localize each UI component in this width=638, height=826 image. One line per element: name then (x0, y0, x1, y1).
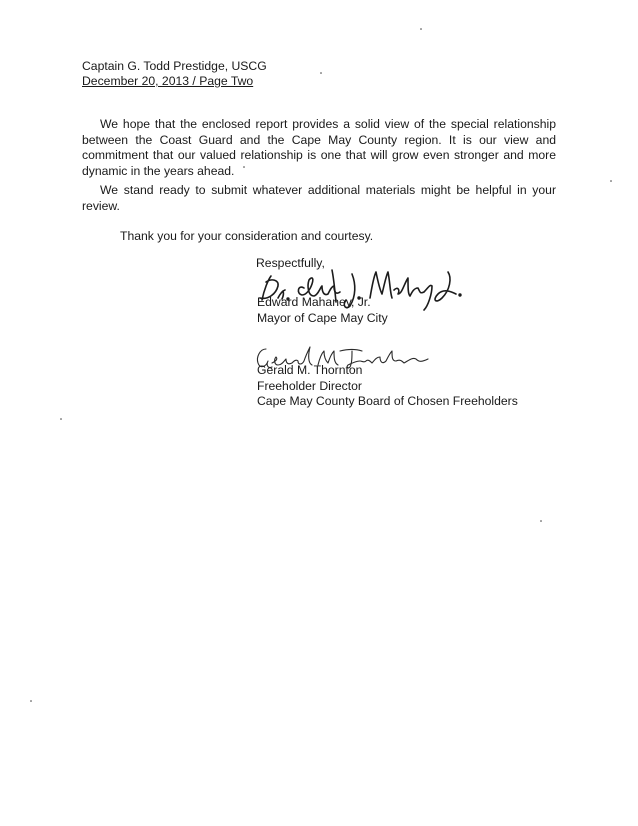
letter-header (82, 59, 267, 89)
scan-speck (320, 72, 322, 74)
date-page-line: December 20, 2013 / Page Two (82, 74, 254, 88)
signatory-2-block (257, 363, 518, 410)
scan-speck (420, 28, 422, 30)
signatory-2-title: Freeholder Director (257, 378, 362, 393)
signatory-2-name: Gerald M. Thornton (257, 363, 363, 377)
signatory-2-organization: Cape May County Board of Chosen Freeholders (257, 394, 518, 408)
scan-speck (610, 180, 612, 182)
closing-salutation: Respectfully, (256, 256, 325, 270)
paragraph-1: We hope that the enclosed report provides a solid view of the special relationship between the Coast Guard and the Cape May County region. It is our view and commitment that our valued relationship is one that will grow even stronger and more dynamic in the years ahead. (82, 117, 556, 178)
paragraph-2: We stand ready to submit whatever additional materials might be helpful in your review. (82, 183, 556, 213)
addressee-line: Captain G. Todd Prestidge, USCG (82, 59, 267, 73)
signatory-1-block (257, 295, 388, 326)
scan-speck (60, 418, 62, 420)
scan-speck (540, 520, 542, 522)
scan-speck (30, 700, 32, 702)
signatory-1-title: Mayor of Cape May City (257, 310, 388, 325)
paragraph-3: Thank you for your consideration and courtesy. (120, 229, 374, 243)
scan-speck (243, 166, 245, 168)
signatory-1-name: Edward Mahaney, Jr. (257, 295, 371, 309)
